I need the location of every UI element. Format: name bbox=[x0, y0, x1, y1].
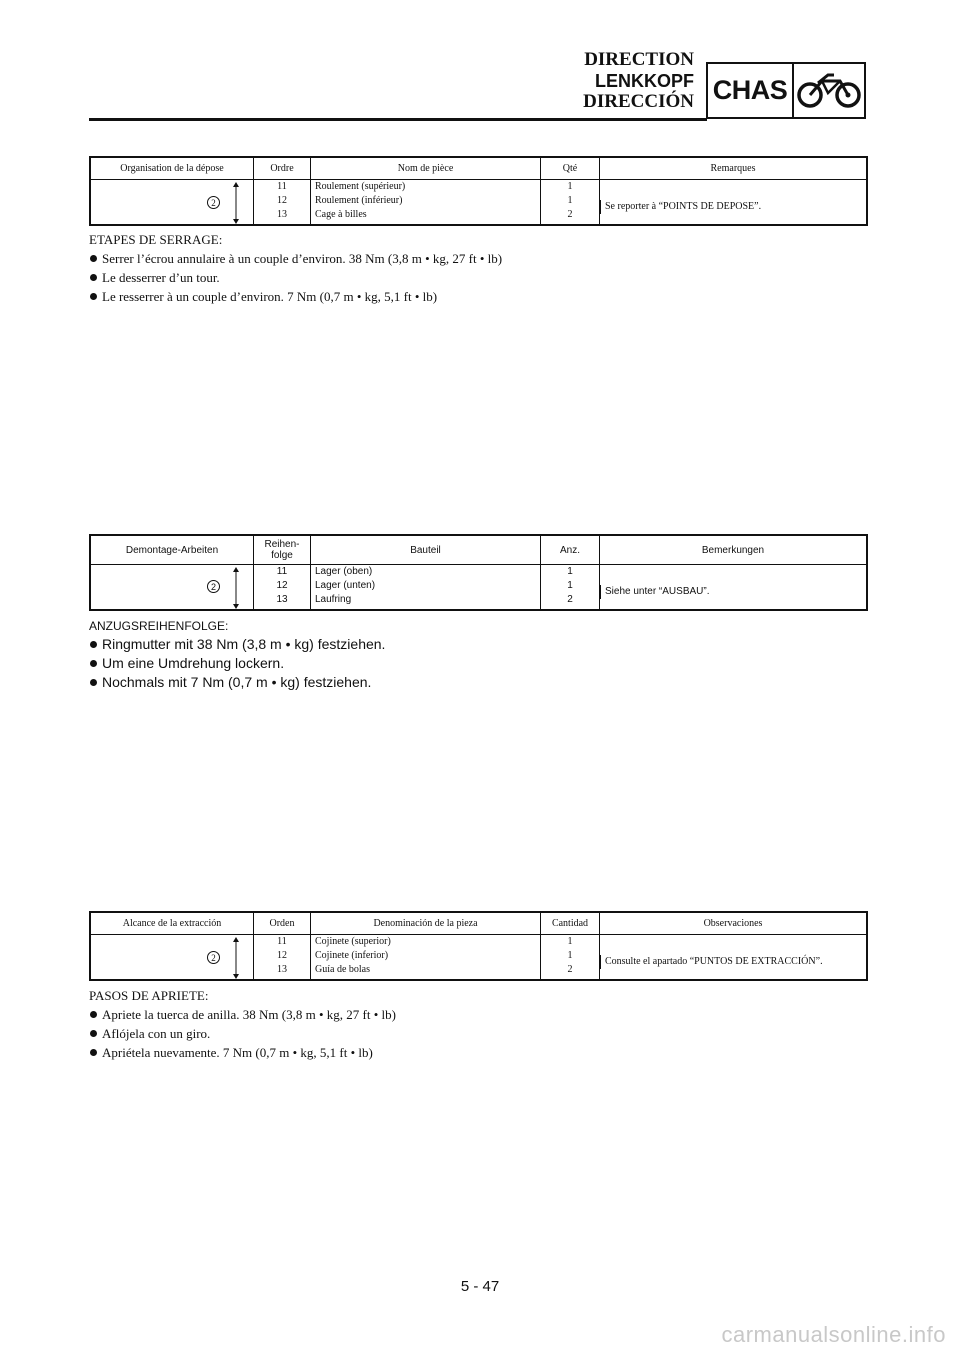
col-header-order: Reihen- folge bbox=[254, 536, 311, 564]
step-item: Ringmutter mit 38 Nm (3,8 m • kg) festziehen. bbox=[89, 635, 385, 654]
step-item: Serrer l’écrou annulaire à un couple d’environ. 38 Nm (3,8 m • kg, 27 ft • lb) bbox=[89, 249, 502, 268]
tightening-steps-spanish bbox=[89, 987, 396, 1062]
job-cell bbox=[91, 935, 254, 979]
col-header-order: Orden bbox=[254, 913, 311, 934]
table-row-qty: 1 bbox=[567, 195, 573, 206]
step-item: Le resserrer à un couple d’environ. 7 Nm (0,7 m • kg, 5,1 ft • lb) bbox=[89, 287, 502, 306]
col-header-job: Demontage-Arbeiten bbox=[91, 536, 254, 564]
table-row-part: Roulement (inférieur) bbox=[315, 195, 403, 206]
job-cell bbox=[91, 180, 254, 224]
table-row-order: 11 bbox=[277, 936, 287, 947]
col-header-part: Nom de pièce bbox=[311, 158, 541, 179]
motorcycle-icon bbox=[794, 64, 864, 117]
table-row-qty: 2 bbox=[567, 209, 573, 220]
title-german: LENKKOPF bbox=[595, 71, 694, 91]
table-row-order: 11 bbox=[276, 566, 288, 577]
step-number-badge: 2 bbox=[207, 580, 220, 593]
remark-text: Siehe unter “AUSBAU”. bbox=[605, 586, 710, 597]
remark-text: Consulte el apartado “PUNTOS DE EXTRACCIÓN”. bbox=[605, 956, 823, 967]
section-badge bbox=[706, 62, 866, 119]
col-header-job: Alcance de la extracción bbox=[91, 913, 254, 934]
removal-table-german bbox=[89, 534, 868, 611]
col-header-job: Organisation de la dépose bbox=[91, 158, 254, 179]
steps-heading: ETAPES DE SERRAGE: bbox=[89, 232, 223, 247]
step-item: Le desserrer d’un tour. bbox=[89, 268, 502, 287]
watermark: carmanualsonline.info bbox=[721, 1322, 946, 1347]
removal-table-spanish bbox=[89, 911, 868, 981]
table-row-qty: 2 bbox=[567, 594, 573, 605]
table-row-qty: 1 bbox=[567, 566, 573, 577]
table-row-qty: 1 bbox=[567, 580, 573, 591]
steps-heading: ANZUGSREIHENFOLGE: bbox=[89, 619, 229, 633]
tightening-steps-french bbox=[89, 231, 502, 306]
col-header-qty: Qté bbox=[541, 158, 600, 179]
table-row-part: Roulement (supérieur) bbox=[315, 181, 406, 192]
table-row-order: 12 bbox=[276, 580, 288, 591]
col-header-qty: Anz. bbox=[541, 536, 600, 564]
removal-table-french bbox=[89, 156, 868, 226]
table-row-part: Guía de bolas bbox=[315, 964, 370, 975]
table-row-part: Cojinete (inferior) bbox=[315, 950, 389, 961]
header-rule bbox=[89, 118, 707, 121]
step-item: Apriételа nuevamente. 7 Nm (0,7 m • kg, 5,1 ft • lb) bbox=[89, 1043, 396, 1062]
table-row-part: Lager (oben) bbox=[315, 566, 373, 577]
badge-label: CHAS bbox=[708, 64, 794, 117]
col-header-qty: Cantidad bbox=[541, 913, 600, 934]
job-cell bbox=[91, 565, 254, 609]
step-item: Aflójela con un giro. bbox=[89, 1024, 396, 1043]
table-row-order: 12 bbox=[277, 195, 287, 206]
title-spanish: DIRECCIÓN bbox=[583, 91, 694, 112]
step-number-badge: 2 bbox=[207, 951, 220, 964]
title-french: DIRECTION bbox=[584, 49, 694, 70]
col-header-part: Bauteil bbox=[311, 536, 541, 564]
col-header-part: Denominación de la pieza bbox=[311, 913, 541, 934]
range-arrow-icon bbox=[229, 937, 243, 979]
remark-text: Se reporter à “POINTS DE DEPOSE”. bbox=[605, 201, 762, 212]
step-item: Nochmals mit 7 Nm (0,7 m • kg) festziehen. bbox=[89, 673, 385, 692]
step-item: Apriete la tuerca de anilla. 38 Nm (3,8 m • kg, 27 ft • lb) bbox=[89, 1005, 396, 1024]
col-header-remarks: Remarques bbox=[710, 163, 756, 174]
table-row-part: Cojinete (superior) bbox=[315, 936, 391, 947]
col-header-order: Ordre bbox=[254, 158, 311, 179]
table-row-order: 11 bbox=[277, 181, 287, 192]
table-row-part: Lager (unten) bbox=[315, 580, 376, 591]
table-row-order: 13 bbox=[277, 964, 287, 975]
page-number: 5 - 47 bbox=[460, 1278, 500, 1295]
table-row-qty: 1 bbox=[567, 950, 573, 961]
col-header-remarks: Bemerkungen bbox=[701, 544, 765, 556]
steps-heading: PASOS DE APRIETE: bbox=[89, 988, 209, 1003]
table-row-order: 13 bbox=[276, 594, 288, 605]
range-arrow-icon bbox=[229, 567, 243, 609]
tightening-steps-german bbox=[89, 617, 385, 692]
step-number-badge: 2 bbox=[207, 196, 220, 209]
table-row-order: 12 bbox=[277, 950, 287, 961]
table-row-qty: 2 bbox=[567, 964, 573, 975]
table-row-part: Laufring bbox=[315, 594, 352, 605]
table-row-qty: 1 bbox=[567, 181, 573, 192]
step-item: Um eine Umdrehung lockern. bbox=[89, 654, 385, 673]
table-row-order: 13 bbox=[277, 209, 287, 220]
table-row-qty: 1 bbox=[567, 936, 573, 947]
range-arrow-icon bbox=[229, 182, 243, 224]
col-header-remarks: Observaciones bbox=[703, 918, 763, 929]
table-row-part: Cage à billes bbox=[315, 209, 367, 220]
